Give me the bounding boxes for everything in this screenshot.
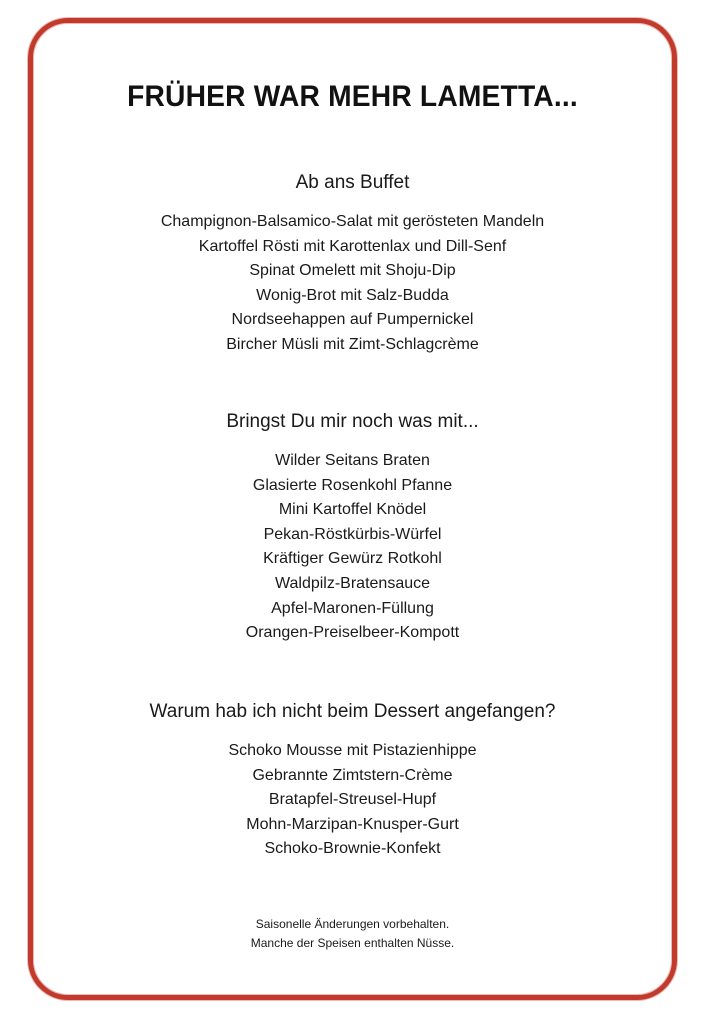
section-heading-buffet: Ab ans Buffet <box>295 172 410 193</box>
menu-item: Apfel-Maronen-Füllung <box>271 599 434 617</box>
menu-item: Mohn-Marzipan-Knusper-Gurt <box>246 815 459 833</box>
menu-item: Nordseehappen auf Pumpernickel <box>231 311 474 329</box>
menu-item: Bircher Müsli mit Zimt-Schlagcrème <box>226 335 479 353</box>
item-list-main-course <box>28 449 677 646</box>
menu-title: FRÜHER WAR MEHR LAMETTA... <box>127 80 578 113</box>
menu-item: Gebrannte Zimtstern-Crème <box>252 766 453 784</box>
menu-item: Bratapfel-Streusel-Hupf <box>268 791 437 809</box>
menu-item: Schoko-Brownie-Konfekt <box>264 840 441 858</box>
menu-card <box>28 18 677 1000</box>
menu-item: Schoko Mousse mit Pistazienhippe <box>228 742 477 759</box>
menu-item: Waldpilz-Bratensauce <box>274 574 431 592</box>
menu-item: Orangen-Preiselbeer-Kompott <box>245 624 460 642</box>
section-dessert <box>28 701 677 862</box>
menu-item: Pekan-Röstkürbis-Würfel <box>263 525 442 543</box>
item-list-dessert <box>28 739 677 862</box>
footer-note-seasonal: Saisonelle Änderungen vorbehalten. <box>255 917 450 931</box>
menu-item: Champignon-Balsamico-Salat mit gerösteten Mandeln <box>160 213 545 230</box>
menu-item: Spinat Omelett mit Shoju-Dip <box>249 262 456 280</box>
menu-footer <box>28 915 677 953</box>
section-heading-main-course: Bringst Du mir noch was mit... <box>226 411 479 432</box>
section-main-course <box>28 411 677 646</box>
menu-item: Kräftiger Gewürz Rotkohl <box>263 550 442 568</box>
menu-item: Wilder Seitans Braten <box>275 452 430 469</box>
footer-note-allergens: Manche der Speisen enthalten Nüsse. <box>250 936 455 950</box>
menu-item: Wonig-Brot mit Salz-Budda <box>256 286 449 304</box>
item-list-buffet <box>28 210 677 358</box>
section-buffet <box>28 172 677 358</box>
menu-item: Glasierte Rosenkohl Pfanne <box>252 476 453 494</box>
menu-item: Kartoffel Rösti mit Karottenlax und Dill-Senf <box>198 237 507 255</box>
section-heading-dessert: Warum hab ich nicht beim Dessert angefangen? <box>149 701 556 722</box>
menu-item: Mini Kartoffel Knödel <box>278 501 427 519</box>
